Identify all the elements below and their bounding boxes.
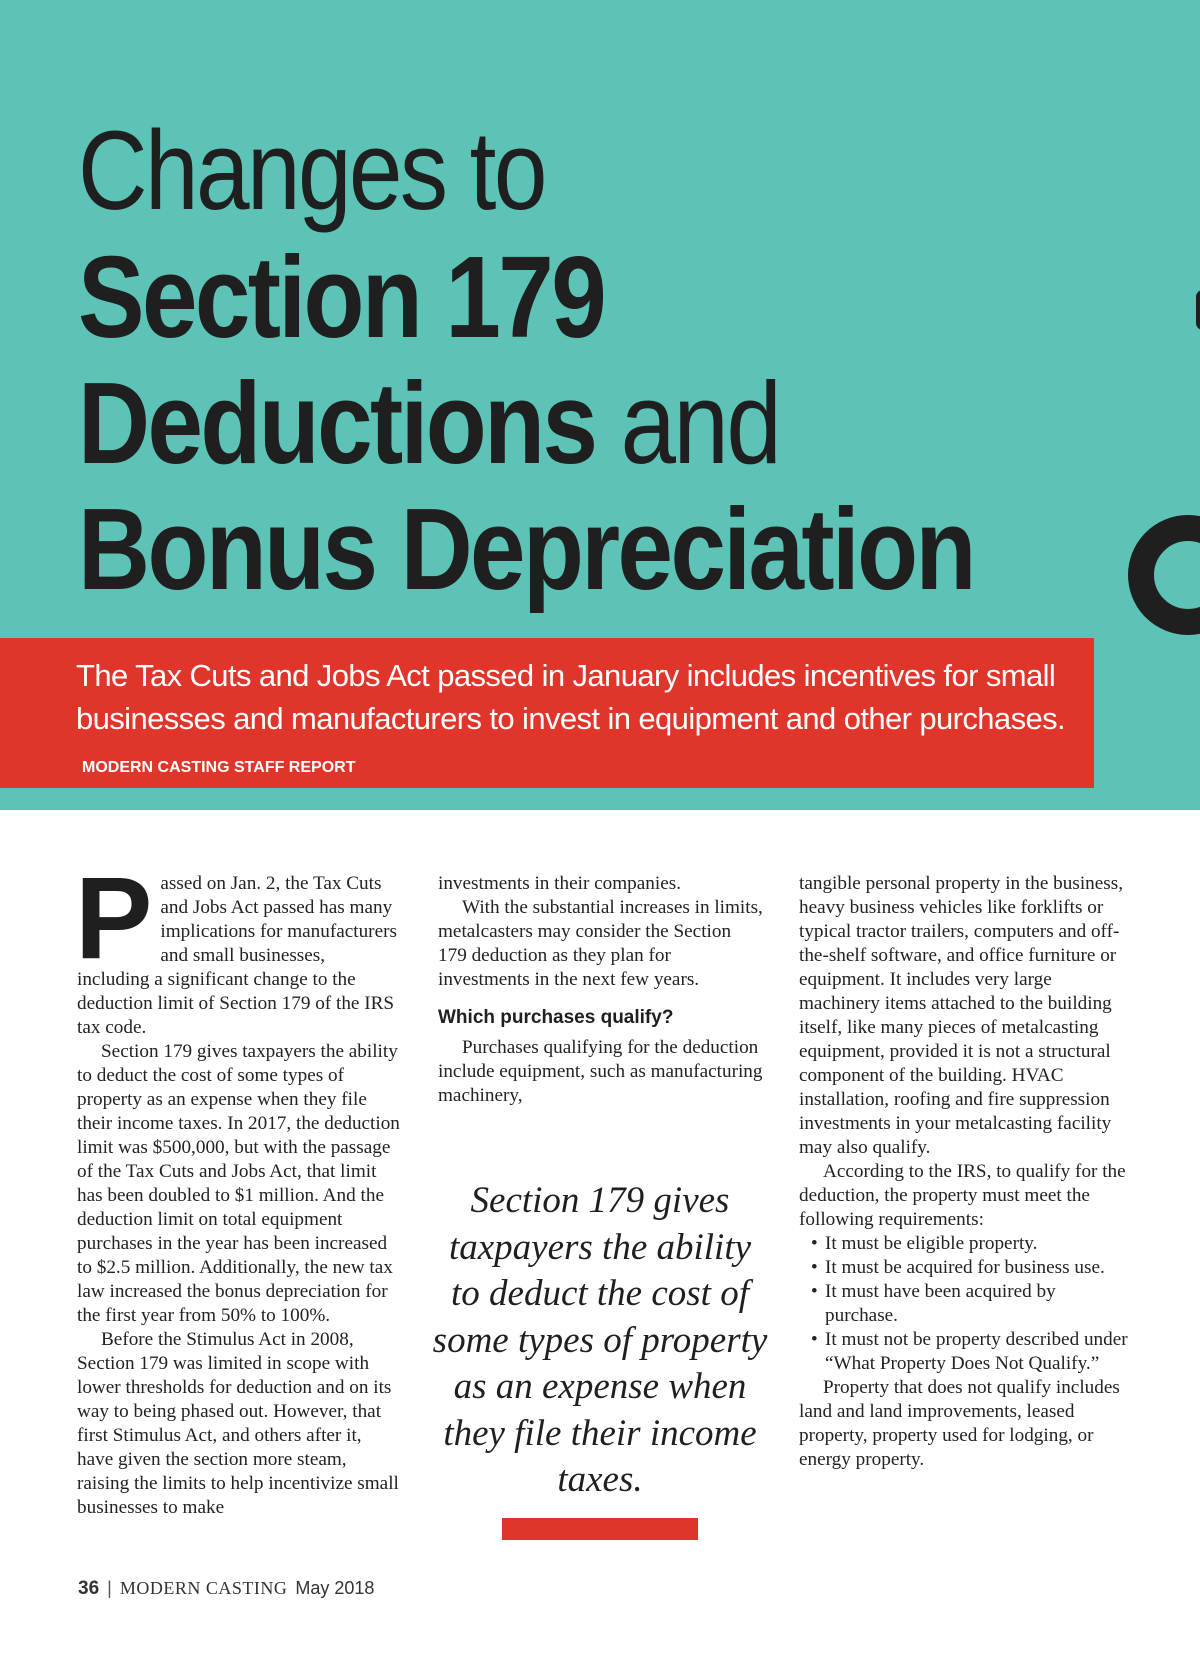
list-item: • It must not be property described under “What Property Does Not Qualify.” — [799, 1328, 1129, 1376]
requirements-list — [799, 1232, 1129, 1376]
deck-banner — [0, 638, 1094, 788]
headline-line-2: Section 179 — [78, 232, 605, 362]
paragraph: Property that does not qualify includes land and land improvements, leased property, property used for lodging, or energy property. — [799, 1377, 1120, 1470]
headline-line-3-light: and — [620, 358, 780, 488]
article-headline — [78, 108, 1158, 612]
magazine-name: MODERN CASTING — [119, 1578, 288, 1598]
byline: MODERN CASTING STAFF REPORT — [82, 759, 356, 776]
drop-cap: P — [75, 853, 153, 983]
pull-quote: Section 179 gives taxpayers the ability to deduct the cost of some types of property as an expense when they file their income taxes. — [432, 1180, 768, 1500]
article-column-3 — [799, 872, 1129, 1472]
paragraph: investments in their companies. — [438, 873, 681, 894]
paragraph: Before the Stimulus Act in 2008, Section 179 was limited in scope with lower thresholds for deduction and on its way to being phased out. However, that first Stimulus Act, and others after it, have given the section more steam, raising the limits to help incentivize small businesses to make — [77, 1329, 399, 1518]
headline-line-1: Changes to — [78, 108, 545, 233]
deck-summary: The Tax Cuts and Jobs Act passed in January includes incentives for small businesses and manufacturers to invest in equipment and other purchases. — [76, 658, 1066, 736]
issue-date: May 2018 — [295, 1578, 375, 1598]
paragraph: According to the IRS, to qualify for the deduction, the property must meet the following requirements: — [799, 1161, 1126, 1230]
list-item: • It must be acquired for business use. — [799, 1256, 1129, 1280]
decorative-dot — [1196, 290, 1200, 330]
headline-line-3-bold: Deductions — [78, 358, 596, 488]
paragraph: Section 179 gives taxpayers the ability to deduct the cost of some types of property as an expense when they file their income taxes. In 2017, the deduction limit was $500,000, but with the passage of the Tax Cuts and Jobs Act, that limit has been doubled to $1 million. And the deduction limit on total equipment purchases in the year has been increased to $2.5 million. Additionally, the new tax law increased the bonus depreciation for the first year from 50% to 100%. — [77, 1041, 400, 1326]
paragraph: Purchases qualifying for the deduction include equipment, such as manufacturing machinery, — [438, 1037, 763, 1106]
headline-line-3 — [78, 360, 1007, 486]
page-footer — [78, 1578, 374, 1600]
paragraph: tangible personal property in the business, heavy business vehicles like forklifts or typical tractor trailers, computers and off-the-shelf software, and office furniture or equipment. It includes very large machinery items attached to the building itself, like many pieces of metalcasting equipment, provided it is not a structural component of the building. HVAC installation, roofing and fire suppression investments in your metalcasting facility may also qualify. — [799, 873, 1123, 1158]
section-subhead: Which purchases qualify? — [438, 1007, 674, 1028]
article-column-1 — [75, 853, 402, 1520]
page-number: 36 — [78, 1578, 100, 1599]
article-column-2 — [438, 872, 763, 1108]
paragraph: With the substantial increases in limits, metalcasters may consider the Section 179 deduction as they plan for investments in the next few years. — [438, 897, 763, 990]
list-item: • It must have been acquired by purchase. — [799, 1280, 1129, 1328]
headline-line-4: Bonus Depreciation — [78, 484, 974, 614]
deck-text — [76, 654, 1076, 789]
list-item: • It must be eligible property. — [799, 1232, 1129, 1256]
footer-divider: | — [107, 1578, 112, 1598]
paragraph: assed on Jan. 2, the Tax Cuts and Jobs Act passed has many implications for manufacturers and small businesses, including a significant change to the deduction limit of Section 179 of the IRS tax code. — [77, 873, 397, 1038]
pull-quote-bar — [502, 1518, 698, 1540]
